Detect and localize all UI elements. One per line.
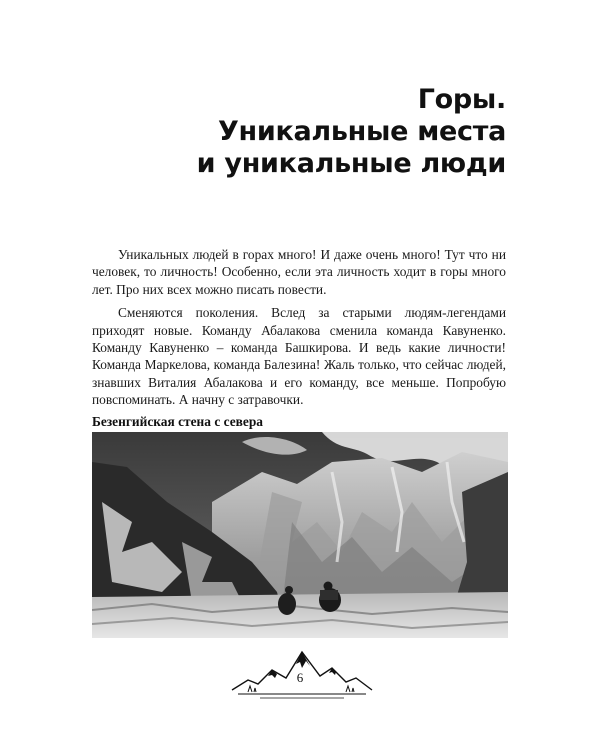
section-heading: Безенгийская стена с севера (92, 414, 263, 429)
mountain-glacier-photo (92, 432, 508, 638)
chapter-title (197, 84, 506, 180)
body-text (92, 246, 506, 415)
paragraph-1: Уникальных людей в горах много! И даже очень много! Тут что ни человек, то личность! Особенно, если эта личность ходит в горы много лет. Про них всех можно писать повести. (92, 247, 506, 297)
page-number: 6 (296, 670, 304, 685)
chapter-title-line-1: Горы. (417, 84, 506, 115)
chapter-title-line-2: Уникальные места (217, 116, 506, 147)
chapter-title-line-3: и уникальные люди (196, 148, 506, 179)
paragraph-2: Сменяются поколения. Вслед за старыми людям-легендами приходят новые. Команду Абалакова сменила команда Кавуненко. Команду Кавуненко – команда Башкирова. И ведь какие личности! Команда Маркелова, команда Балезина! Жаль только, что сейчас людей, знавших Виталия Абалакова и его команду, все меньше. Попробую повспоминать. А начну с затравочки. (92, 305, 506, 408)
